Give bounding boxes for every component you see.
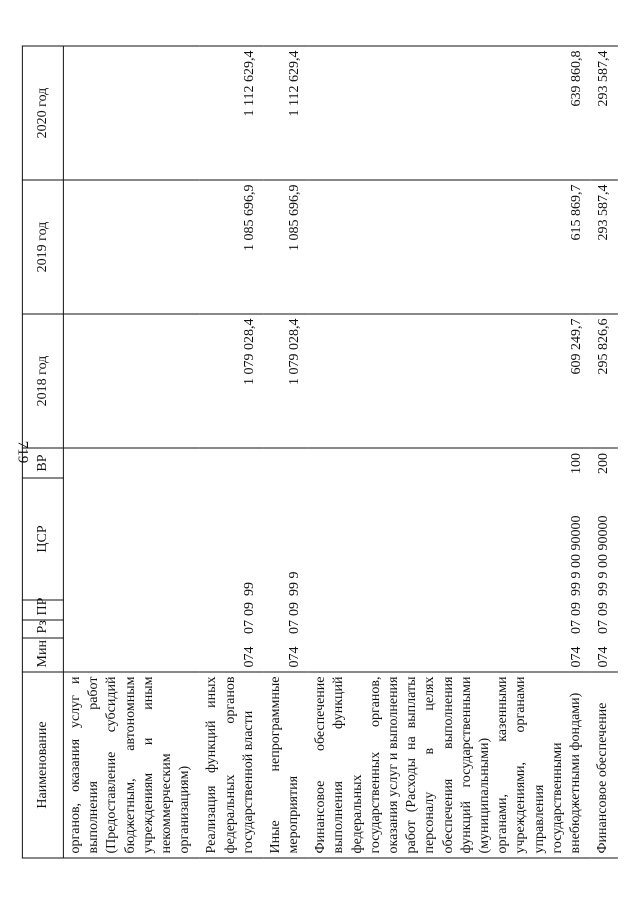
row-name: Иные непрограммные мероприятия xyxy=(264,672,309,858)
rotated-page-content xyxy=(22,46,618,859)
table-row xyxy=(591,46,618,858)
row-2020: 639 860,8 xyxy=(309,46,591,180)
header-rz: Рз xyxy=(22,620,63,638)
row-2018: 1 079 028,4 xyxy=(200,314,264,448)
row-csr: 99 xyxy=(241,582,257,596)
row-name: органов, оказания услуг и выполнения работ (Предоставление субсидий бюджетным, автономным учреждениям и иным некоммерческим организациям) xyxy=(63,672,200,858)
row-pr xyxy=(63,600,200,620)
row-2018 xyxy=(63,314,200,448)
table-header-row xyxy=(22,46,63,858)
row-rz xyxy=(63,620,200,638)
row-vr: 100 xyxy=(568,453,584,474)
header-name: Наименование xyxy=(22,672,63,858)
table-row xyxy=(264,46,309,858)
row-min: 074 xyxy=(596,646,612,668)
row-rz: 07 xyxy=(568,620,584,634)
row-min: 074 xyxy=(568,646,584,668)
row-2020: 1 112 629,4 xyxy=(264,46,309,180)
row-2020: 1 112 629,4 xyxy=(200,46,264,180)
header-vr: ВР xyxy=(22,448,63,478)
row-2019: 1 085 696,9 xyxy=(264,180,309,314)
row-csr: 99 9 00 90000 xyxy=(596,515,612,596)
header-csr: ЦСР xyxy=(22,478,63,600)
row-rz: 07 xyxy=(287,620,303,634)
row-csr: 99 9 00 90000 xyxy=(568,515,584,596)
table-row xyxy=(200,46,264,858)
table-row xyxy=(309,46,591,858)
row-pr: 09 xyxy=(596,602,612,616)
row-min: 074 xyxy=(287,646,303,668)
header-min: Мин xyxy=(22,638,63,672)
header-2020: 2020 год xyxy=(22,46,63,180)
row-2019: 615 869,7 xyxy=(309,180,591,314)
page-number: 719 xyxy=(14,440,31,464)
header-2018: 2018 год xyxy=(22,314,63,448)
budget-table xyxy=(22,46,618,859)
row-pr: 09 xyxy=(241,602,257,616)
row-vr xyxy=(264,448,309,478)
row-vr xyxy=(200,448,264,478)
row-2019 xyxy=(63,180,200,314)
row-2019: 1 085 696,9 xyxy=(200,180,264,314)
row-csr: 99 9 xyxy=(287,571,303,596)
row-rz: 07 xyxy=(241,620,257,634)
row-min xyxy=(63,638,200,672)
row-2018: 295 826,6 xyxy=(591,314,618,448)
row-vr: 200 xyxy=(596,453,612,474)
header-pr: ПР xyxy=(22,600,63,620)
row-2019: 293 587,4 xyxy=(591,180,618,314)
row-name: Финансовое обеспечение xyxy=(591,672,618,858)
row-pr: 09 xyxy=(568,602,584,616)
row-rz: 07 xyxy=(596,620,612,634)
row-min: 074 xyxy=(241,646,257,668)
row-vr xyxy=(63,448,200,478)
header-2019: 2019 год xyxy=(22,180,63,314)
row-csr xyxy=(63,478,200,600)
row-2018: 1 079 028,4 xyxy=(264,314,309,448)
row-pr: 09 xyxy=(287,602,303,616)
row-2020: 293 587,4 xyxy=(591,46,618,180)
row-name: Финансовое обеспечение выполнения функций федеральных государственных органов, оказания услуг и выполнения работ (Расходы на выплаты персоналу в целях обеспечения выполнения функций государственными (муниципальными) органами, казенными учреждениями, органами управления государственными внебюджетными фондами) xyxy=(309,672,591,858)
row-2020 xyxy=(63,46,200,180)
table-row xyxy=(63,46,200,858)
row-name: Реализация функций иных федеральных органов государственной власти xyxy=(200,672,264,858)
row-2018: 609 249,7 xyxy=(309,314,591,448)
